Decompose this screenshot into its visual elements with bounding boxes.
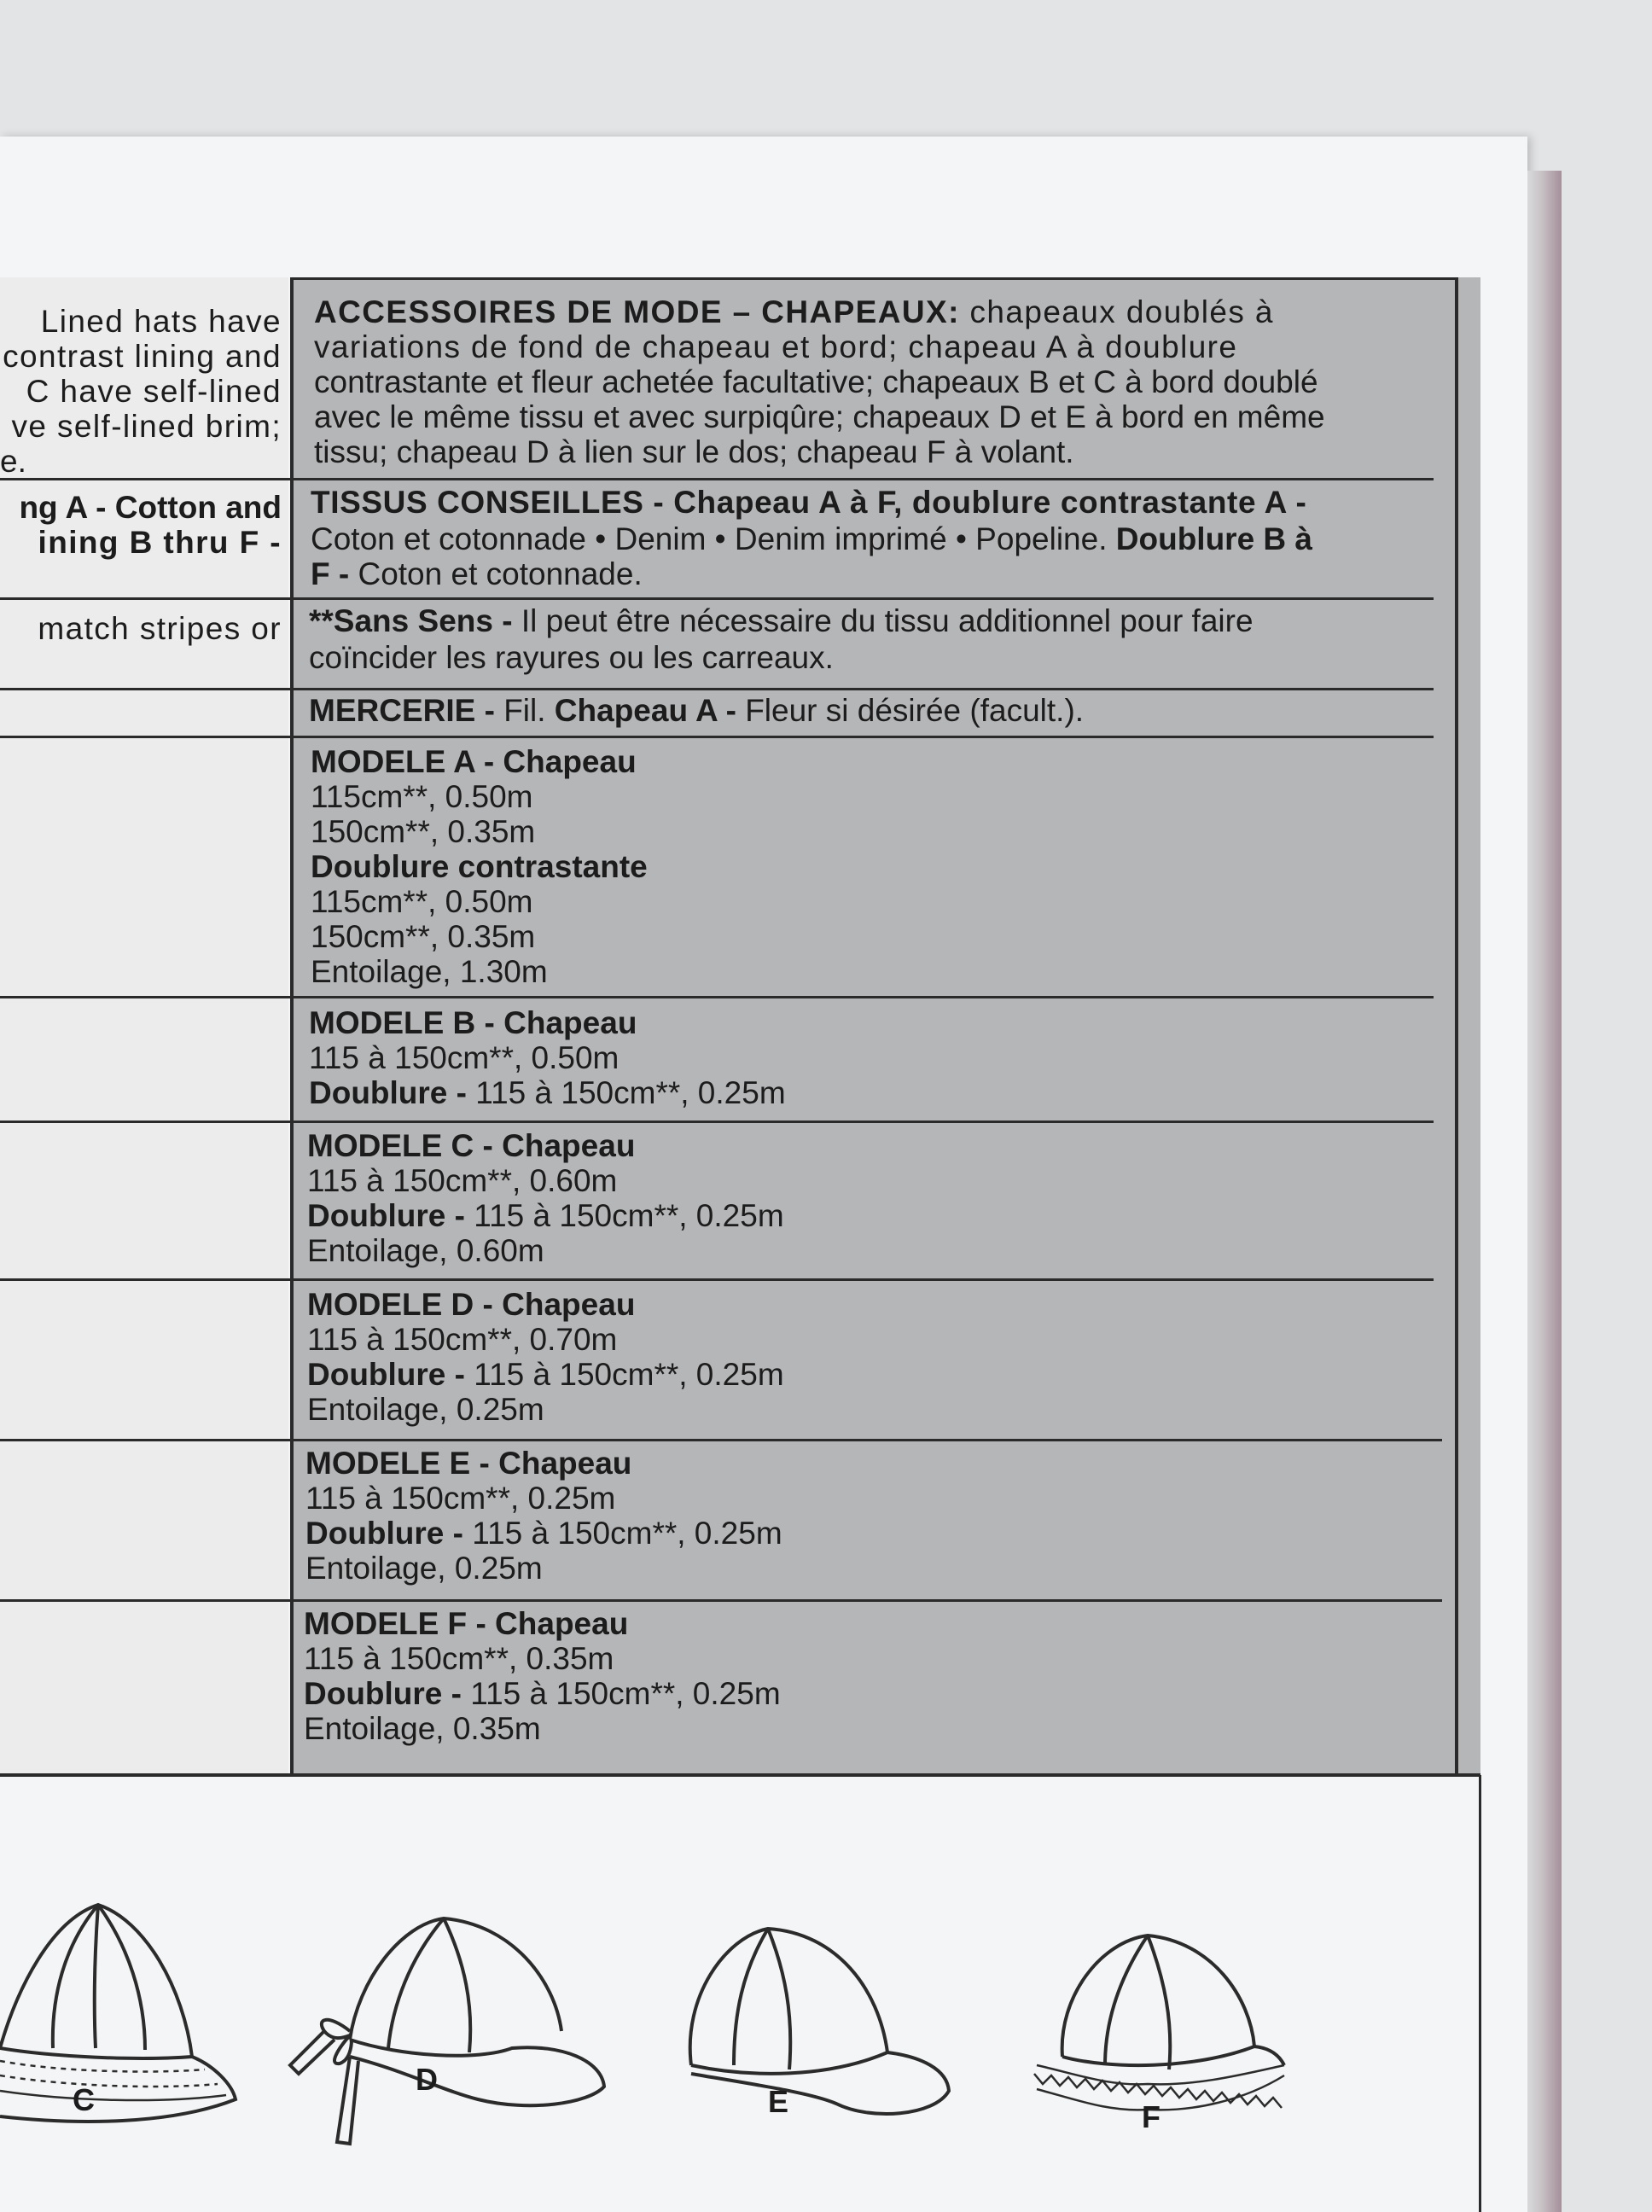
yardage-text: 115 à 150cm**, 0.25m — [464, 1198, 784, 1233]
model-yardage-line — [309, 1040, 619, 1075]
model-title: MODELE C - Chapeau — [307, 1128, 636, 1163]
model-title: MODELE B - Chapeau — [309, 1005, 637, 1040]
row-separator — [0, 1599, 1442, 1602]
left-text-line: Lined hats have — [40, 304, 282, 339]
model-yardage-line — [307, 1392, 544, 1427]
yardage-bold-label: Doublure - — [307, 1357, 465, 1392]
left-text-line: e. — [0, 444, 26, 479]
notions-thread: Fil. — [503, 693, 546, 728]
model-yardage-line — [311, 954, 548, 989]
yardage-text: 150cm**, 0.35m — [311, 814, 536, 849]
fabrics-line-2 — [311, 521, 1312, 556]
model-yardage-line — [307, 1322, 617, 1357]
fabrics-title: TISSUS CONSEILLES - Chapeau A à F, doublure contrastante A - — [311, 485, 1307, 520]
hat-f-drawing — [1034, 1936, 1284, 2110]
hat-label-e: E — [768, 2084, 789, 2119]
left-text-line: ining B thru F - — [38, 525, 282, 560]
model-yardage-line — [304, 1641, 614, 1676]
yardage-text: 115 à 150cm**, 0.50m — [309, 1040, 620, 1075]
yardage-text: 150cm**, 0.35m — [311, 919, 536, 954]
hat-c-drawing — [0, 1905, 236, 2122]
notions-title: MERCERIE - — [309, 693, 495, 728]
underlying-sheet-edge — [1527, 171, 1562, 2212]
notions-line — [309, 693, 1084, 728]
left-text-line: ve self-lined brim; — [11, 409, 282, 444]
yardage-text: 115 à 150cm**, 0.70m — [307, 1322, 618, 1357]
yardage-text: 115 à 150cm**, 0.25m — [466, 1075, 786, 1110]
model-yardage-line — [309, 1075, 786, 1110]
row-separator — [0, 1121, 1434, 1123]
model-yardage-line — [311, 814, 535, 849]
left-text-line: match stripes or — [38, 611, 282, 646]
row-separator — [0, 597, 1434, 600]
hat-drawings — [0, 1775, 1480, 2212]
row-separator — [0, 736, 1434, 738]
hat-e-drawing — [690, 1929, 949, 2114]
yardage-text: 115 à 150cm**, 0.25m — [461, 1676, 781, 1711]
row-separator — [0, 1278, 1434, 1281]
yardage-bold-label: Doublure - — [304, 1676, 462, 1711]
yardage-bold-label: Doublure - — [305, 1516, 463, 1551]
model-title: MODELE A - Chapeau — [311, 744, 637, 779]
model-title: MODELE D - Chapeau — [307, 1287, 636, 1322]
row-separator — [0, 996, 1434, 998]
model-yardage-line — [305, 1551, 543, 1586]
description-title: ACCESSOIRES DE MODE – CHAPEAUX: — [314, 294, 960, 329]
description-line: avec le même tissu et avec surpiqûre; chapeaux D et E à bord en même — [314, 399, 1325, 434]
nap-title: **Sans Sens - — [309, 603, 513, 638]
model-yardage-line — [305, 1516, 782, 1551]
nap-line-1 — [309, 603, 1254, 638]
nap-line-2: coïncider les rayures ou les carreaux. — [309, 640, 834, 675]
yardage-text: Entoilage, 0.35m — [304, 1711, 541, 1746]
fabrics-lining-text: Coton et cotonnade. — [358, 556, 643, 591]
left-text-line: contrast lining and — [3, 339, 282, 374]
fabrics-line-3 — [311, 556, 643, 591]
model-title: MODELE F - Chapeau — [304, 1606, 629, 1641]
yardage-text: Entoilage, 0.25m — [307, 1392, 544, 1427]
row-separator — [0, 1439, 1442, 1441]
hat-label-d: D — [416, 2062, 438, 2097]
hat-label-f: F — [1142, 2099, 1160, 2134]
yardage-text: 115cm**, 0.50m — [311, 884, 533, 919]
description-line-1 — [314, 294, 1274, 329]
fabrics-list: Coton et cotonnade • Denim • Denim imprimé • Popeline. — [311, 521, 1108, 556]
yardage-text: 115 à 150cm**, 0.60m — [307, 1163, 618, 1198]
description-text: chapeaux doublés à — [969, 294, 1274, 329]
model-yardage-line — [311, 849, 648, 884]
left-text-line: C have self-lined — [26, 374, 282, 409]
notions-hat-a: Chapeau A - — [554, 693, 736, 728]
model-yardage-line — [307, 1198, 784, 1233]
model-yardage-line — [311, 884, 533, 919]
yardage-text: Entoilage, 1.30m — [311, 954, 548, 989]
yardage-bold-label: Doublure contrastante — [311, 849, 648, 884]
yardage-text: 115 à 150cm**, 0.25m — [464, 1357, 784, 1392]
yardage-bold-label: Doublure - — [307, 1198, 465, 1233]
model-yardage-line — [307, 1233, 544, 1268]
fabrics-lining-label: Doublure B à — [1115, 521, 1313, 556]
model-yardage-line — [311, 919, 535, 954]
nap-text: Il peut être nécessaire du tissu additionnel pour faire — [521, 603, 1254, 638]
fabrics-lining-f: F - — [311, 556, 350, 591]
model-title: MODELE E - Chapeau — [305, 1446, 632, 1481]
yardage-text: Entoilage, 0.60m — [307, 1233, 544, 1268]
yardage-text: Entoilage, 0.25m — [305, 1551, 543, 1586]
model-yardage-line — [307, 1357, 784, 1392]
yardage-text: 115 à 150cm**, 0.35m — [304, 1641, 614, 1676]
left-text-line: ng A - Cotton and — [19, 490, 282, 525]
hat-label-c: C — [73, 2082, 95, 2117]
table-top-border — [290, 277, 1458, 280]
table-right-border — [1455, 277, 1458, 1775]
description-line: variations de fond de chapeau et bord; chapeau A à doublure — [314, 329, 1238, 364]
model-yardage-line — [305, 1481, 615, 1516]
model-yardage-line — [304, 1711, 541, 1746]
yardage-bold-label: Doublure - — [309, 1075, 467, 1110]
description-line: tissu; chapeau D à lien sur le dos; chapeau F à volant. — [314, 434, 1074, 469]
yardage-text: 115 à 150cm**, 0.25m — [305, 1481, 616, 1516]
row-separator — [0, 688, 1434, 690]
hat-d-drawing — [290, 1918, 604, 2144]
model-yardage-line — [311, 779, 533, 814]
yardage-text: 115cm**, 0.50m — [311, 779, 533, 814]
model-yardage-line — [304, 1676, 781, 1711]
column-divider — [290, 277, 294, 1775]
row-separator — [0, 478, 1434, 480]
yardage-text: 115 à 150cm**, 0.25m — [462, 1516, 782, 1551]
description-line: contrastante et fleur achetée facultative; chapeaux B et C à bord doublé — [314, 364, 1318, 399]
model-yardage-line — [307, 1163, 617, 1198]
notions-flower: Fleur si désirée (facult.). — [745, 693, 1085, 728]
